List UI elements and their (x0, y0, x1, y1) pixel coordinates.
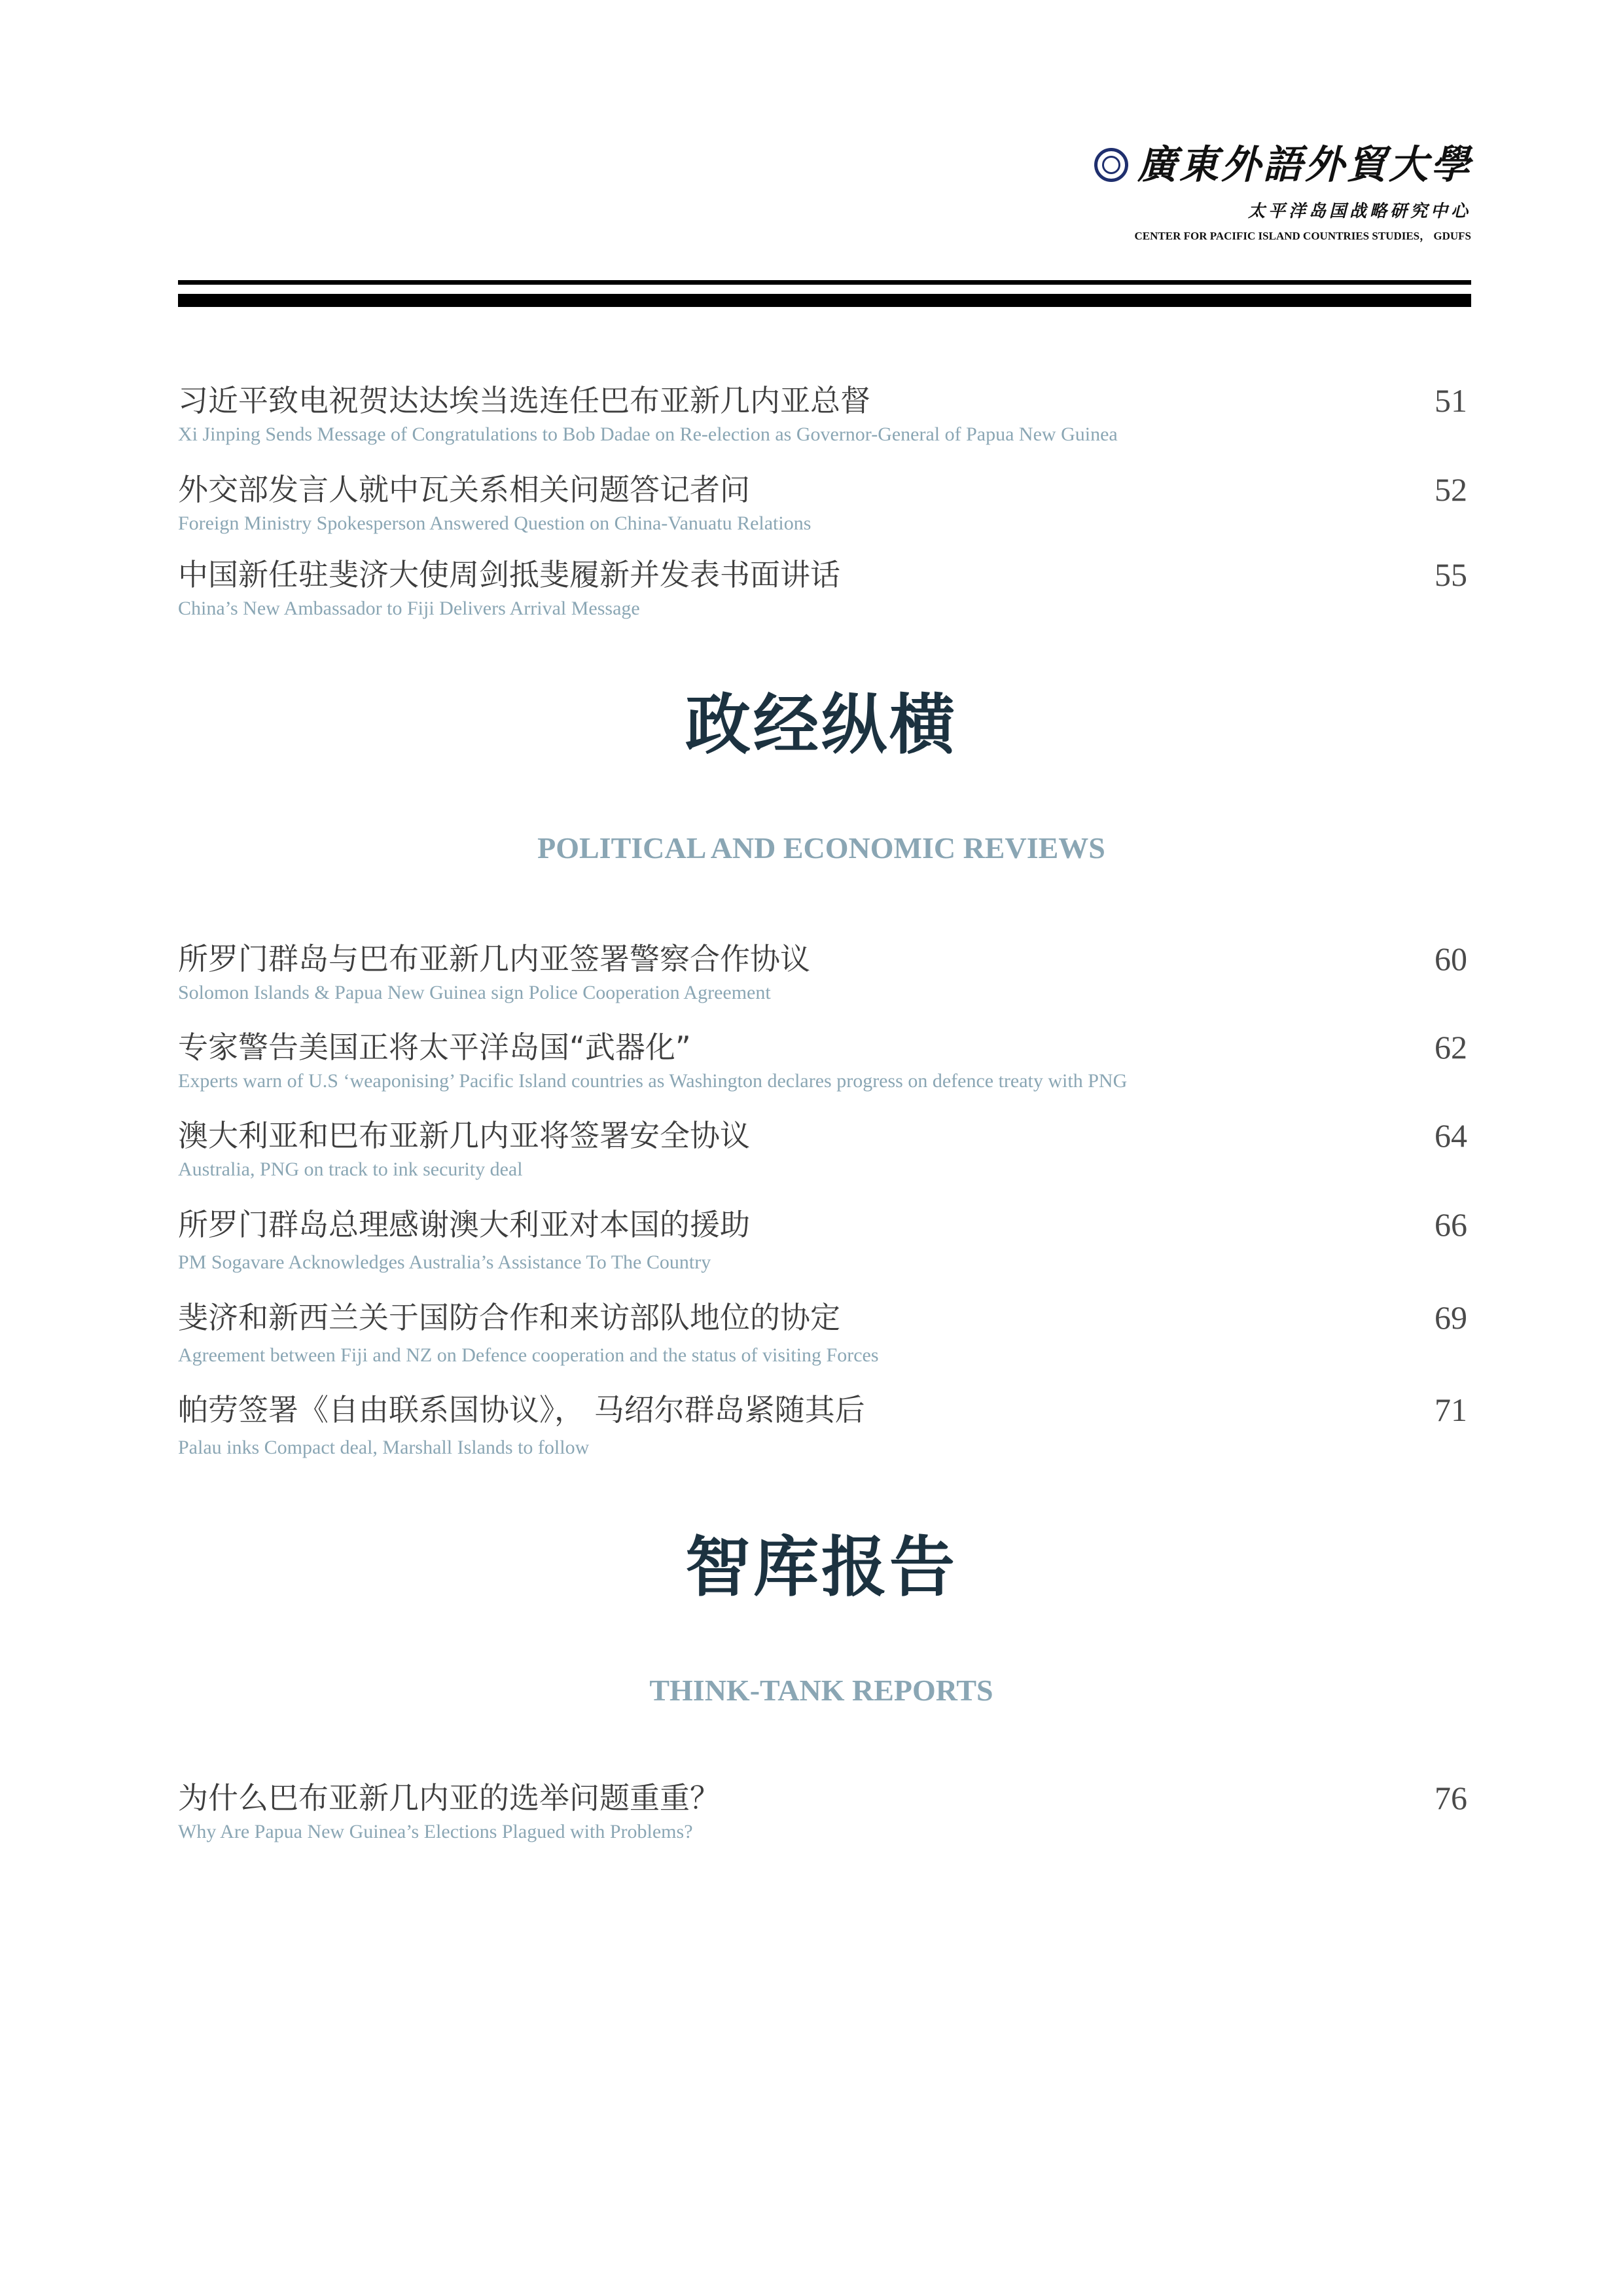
toc-entry-title-cn: 习近平致电祝贺达达埃当选连任巴布亚新几内亚总督 (178, 383, 870, 418)
toc-entry-title-en: Solomon Islands & Papua New Guinea sign Police Cooperation Agreement (178, 982, 771, 1003)
center-name-cn: 太平洋岛国战略研究中心 (1247, 202, 1471, 221)
toc-entry-title-cn: 中国新任驻斐济大使周剑抵斐履新并发表书面讲话 (178, 557, 840, 592)
university-name: 廣東外語外貿大學 (1137, 142, 1472, 188)
toc-entry[interactable] (178, 1028, 1467, 1113)
toc-entry-title-cn: 专家警告美国正将太平洋岛国“武器化” (178, 1030, 691, 1065)
toc-entry[interactable] (178, 1778, 1467, 1863)
toc-entry[interactable] (178, 1205, 1467, 1290)
section-title-en: POLITICAL AND ECONOMIC REVIEWS (537, 831, 1105, 865)
center-name-en: CENTER FOR PACIFIC ISLAND COUNTRIES STUDIES， GDUFS (1134, 230, 1471, 242)
toc-entry-title-cn: 所罗门群岛总理感谢澳大利亚对本国的援助 (178, 1207, 750, 1242)
toc-entry[interactable] (178, 470, 1467, 555)
toc-entry[interactable] (178, 555, 1467, 640)
toc-entry-title-en: Xi Jinping Sends Message of Congratulations to Bob Dadae on Re-election as Governor-General of Papua New Guinea (178, 423, 1118, 445)
toc-entry-title-en: Agreement between Fiji and NZ on Defence cooperation and the status of visiting Forces (178, 1344, 879, 1366)
section-title-cn: 政经纵横 (685, 686, 957, 763)
header-rule-thick (178, 294, 1471, 307)
toc-entry-title-cn: 外交部发言人就中瓦关系相关问题答记者问 (178, 472, 750, 507)
toc-entry[interactable] (178, 939, 1467, 1024)
toc-entry-page: 62 (1435, 1029, 1467, 1066)
page-header (0, 0, 1623, 314)
toc-entry-title-cn: 澳大利亚和巴布亚新几内亚将签署安全协议 (178, 1118, 750, 1153)
university-seal-icon (1094, 148, 1128, 182)
toc-entry[interactable] (178, 1298, 1467, 1383)
section-title-cn: 智库报告 (685, 1528, 957, 1605)
toc-entry-title-en: Australia, PNG on track to ink security deal (178, 1158, 523, 1180)
header-rule-thin (178, 280, 1471, 285)
toc-entry[interactable] (178, 381, 1467, 466)
toc-entry-title-en: Foreign Ministry Spokesperson Answered Question on China-Vanuatu Relations (178, 512, 812, 534)
toc-entry-page: 76 (1435, 1780, 1467, 1816)
toc-entry-title-cn: 帕劳签署《自由联系国协议》， 马绍尔群岛紧随其后 (178, 1392, 865, 1427)
toc-entry-page: 60 (1435, 941, 1467, 977)
toc-entry-title-en: Palau inks Compact deal, Marshall Islands to follow (178, 1437, 590, 1458)
toc-entry[interactable] (178, 1116, 1467, 1201)
toc-entry-page: 66 (1435, 1206, 1467, 1243)
toc-entry-title-en: Why Are Papua New Guinea’s Elections Plagued with Problems? (178, 1821, 693, 1842)
toc-entry-title-en: China’s New Ambassador to Fiji Delivers Arrival Message (178, 598, 640, 619)
toc-entry-page: 55 (1435, 556, 1467, 593)
toc-entry-title-cn: 为什么巴布亚新几内亚的选举问题重重？ (178, 1780, 720, 1816)
toc-entry[interactable] (178, 1390, 1467, 1475)
toc-entry-title-cn: 斐济和新西兰关于国防合作和来访部队地位的协定 (178, 1300, 840, 1335)
toc-entry-title-en: Experts warn of U.S ‘weaponising’ Pacific Island countries as Washington declares progress on defence treaty with PNG (178, 1070, 1128, 1092)
toc-entry-page: 71 (1435, 1391, 1467, 1428)
section-title-en: THINK-TANK REPORTS (649, 1674, 993, 1707)
university-logo (1094, 142, 1472, 188)
toc-entry-page: 51 (1435, 382, 1467, 419)
toc-entry-title-cn: 所罗门群岛与巴布亚新几内亚签署警察合作协议 (178, 941, 810, 977)
toc-entry-page: 52 (1435, 471, 1467, 508)
toc-entry-page: 69 (1435, 1299, 1467, 1336)
toc-entry-title-en: PM Sogavare Acknowledges Australia’s Assistance To The Country (178, 1251, 711, 1273)
toc-entry-page: 64 (1435, 1117, 1467, 1154)
